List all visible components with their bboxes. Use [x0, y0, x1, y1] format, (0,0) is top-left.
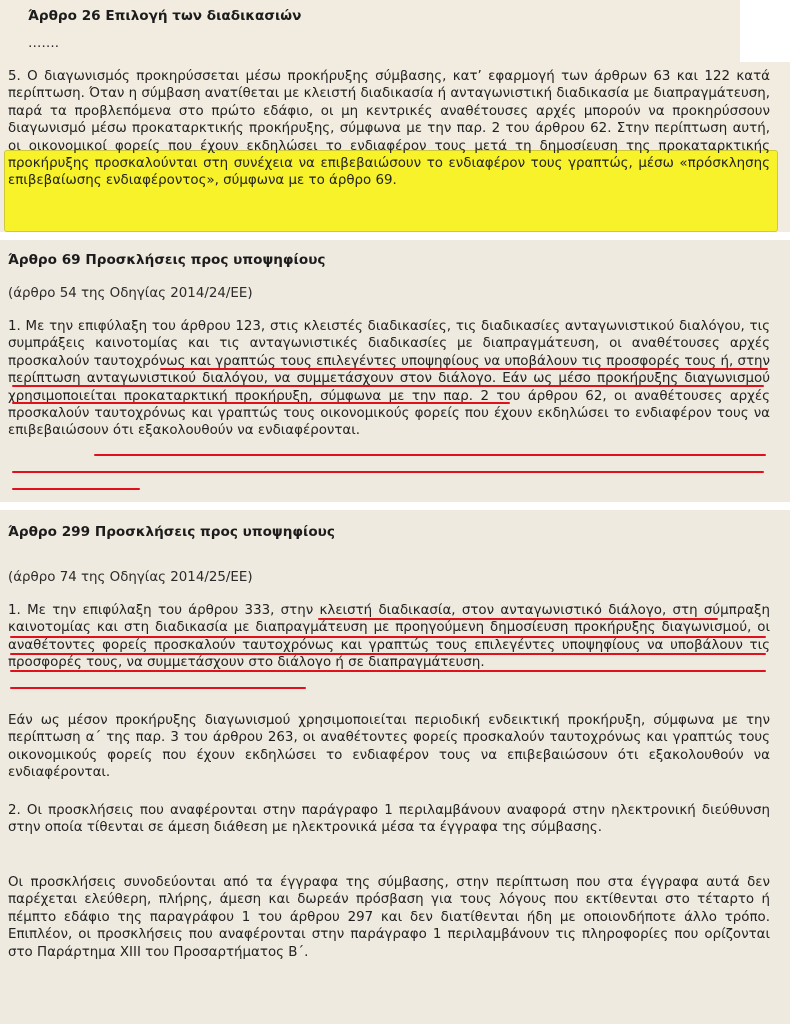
article-26-paragraph-5	[8, 68, 770, 190]
article-69-panel	[0, 240, 790, 502]
article-26-highlighted-text: προκαταρκτικής προκήρυξης, σύμφωνα με την παρ. 2 του άρθρου 62. Στην περίπτωση αυτή, οι οικονομικοί φορείς που έχουν εκδηλώσει το ενδιαφέρον τους μετά τη δημοσίευση της προκαταρκτικής προκήρυξης προσκαλούνται στη συνέχεια να επιβεβαιώσουν το ενδιαφέρον τους γραπτώς, μέσω «πρόσκλησης επιβεβαίωσης ενδιαφέροντος», σύμφωνα με το άρθρο 69.	[8, 121, 770, 189]
red-underline	[94, 454, 766, 456]
red-underline	[12, 471, 764, 473]
article-69-title: Άρθρο 69 Προσκλήσεις προς υποψηφίους	[8, 252, 326, 268]
article-299-paragraph-1: 1. Με την επιφύλαξη του άρθρου 333, στην κλειστή διαδικασία, στον ανταγωνιστικό διάλογο, στη σύμπραξη καινοτομίας και στη διαδικασία με διαπραγμάτευση με προηγούμενη δημοσίευση προκήρυξης διαγωνισμού, οι αναθέτοντες φορείς προσκαλούν ταυτοχρόνως και γραπτώς τους επιλεγέντες υποψηφίους να υποβάλουν τις προσφορές τους, να συμμετάσχουν στο διάλογο ή σε διαπραγμάτευση.	[8, 603, 770, 671]
article-69-subtitle: (άρθρο 54 της Οδηγίας 2014/24/ΕΕ)	[8, 286, 253, 301]
red-underline	[12, 385, 764, 387]
red-underline	[10, 636, 766, 638]
article-69-paragraph: 1. Με την επιφύλαξη του άρθρου 123, στις κλειστές διαδικασίες, τις διαδικασίες ανταγωνιστικού διαλόγου, τις συμπράξεις καινοτομίας και τις ανταγωνιστικές διαδικασίες με διαπραγμάτευση, οι αναθέτουσες αρχές προσκαλούν ταυτοχρόνως και γραπτώς τους επιλεγέντες υποψηφίους να υποβάλουν τις προσφορές τους ή, στην περίπτωση ανταγωνιστικού διαλόγου, να συμμετάσχουν στον διάλογο. Εάν ως μέσο προκήρυξης διαγωνισμού χρησιμοποιείται προκαταρκτική προκήρυξη, σύμφωνα με την παρ. 2 του άρθρου 62, οι αναθέτουσες αρχές προσκαλούν ταυτοχρόνως και γραπτώς τους οικονομικούς φορείς που έχουν εκδηλώσει το ενδιαφέρον τους να επιβεβαιώσουν ότι εξακολουθούν να ενδιαφέρονται.	[8, 319, 770, 439]
article-26-plain-text: 5. Ο διαγωνισμός προκηρύσσεται μέσω προκήρυξης σύμβασης, κατ’ εφαρμογή των άρθρων 63 και 122 κατά περίπτωση. Όταν η σύμβαση ανατίθεται με κλειστή διαδικασία ή ανταγωνιστική διαδικασία με διαπραγμάτευση, παρά τα προβλεπόμενα στο πρώτο εδάφιο, οι μη κεντρικές αναθέτουσες αρχές μπορούν να προκηρύσσουν διαγωνισμό μέσω	[8, 69, 770, 137]
red-underline	[160, 368, 768, 370]
article-299-title: Άρθρο 299 Προσκλήσεις προς υποψηφίους	[8, 524, 335, 540]
article-299-subtitle: (άρθρο 74 της Οδηγίας 2014/25/ΕΕ)	[8, 570, 253, 585]
article-299-panel	[0, 510, 790, 1024]
article-26-title: Άρθρο 26 Επιλογή των διαδικασιών	[28, 8, 302, 24]
red-underline	[12, 402, 510, 404]
red-underline	[12, 488, 140, 490]
article-299-paragraph-2: Εάν ως μέσον προκήρυξης διαγωνισμού χρησιμοποιείται περιοδική ενδεικτική προκήρυξη, σύμφωνα με την περίπτωση α΄ της παρ. 3 του άρθρου 263, οι αναθέτοντες φορείς προσκαλούν ταυτοχρόνως και γραπτώς τους οικονομικούς φορείς που έχουν εκδηλώσει το ενδιαφέρον τους να επιβεβαιώσουν ότι εξακολουθούν να ενδιαφέρονται.	[8, 713, 770, 781]
article-26-body-panel	[0, 62, 790, 232]
article-26-ellipsis: …….	[28, 36, 60, 51]
red-underline	[10, 670, 766, 672]
red-underline	[10, 653, 766, 655]
red-underline	[10, 687, 306, 689]
article-299-paragraph-4: Οι προσκλήσεις συνοδεύονται από τα έγγραφα της σύμβασης, στην περίπτωση που στα έγγραφα αυτά δεν παρέχεται ελεύθερη, πλήρης, άμεση και δωρεάν πρόσβαση για τους λόγους που εκτίθενται στο τέταρτο ή πέμπτο εδάφιο της παραγράφου 1 του άρθρου 297 και δεν διατίθενται ήδη με οποιονδήποτε άλλο τρόπο. Επιπλέον, οι προσκλήσεις που αναφέρονται στην παράγραφο 1 περιλαμβάνουν τις πληροφορίες που ορίζονται στο Παράρτημα XIII του Προσαρτήματος Β΄.	[8, 875, 770, 960]
article-26-header-panel	[0, 0, 740, 62]
article-299-paragraph-3: 2. Οι προσκλήσεις που αναφέρονται στην παράγραφο 1 περιλαμβάνουν αναφορά στην ηλεκτρονική διεύθυνση στην οποία τίθενται σε άμεση διάθεση με ηλεκτρονικά μέσα τα έγγραφα της σύμβασης.	[8, 803, 770, 836]
red-underline	[318, 618, 718, 620]
